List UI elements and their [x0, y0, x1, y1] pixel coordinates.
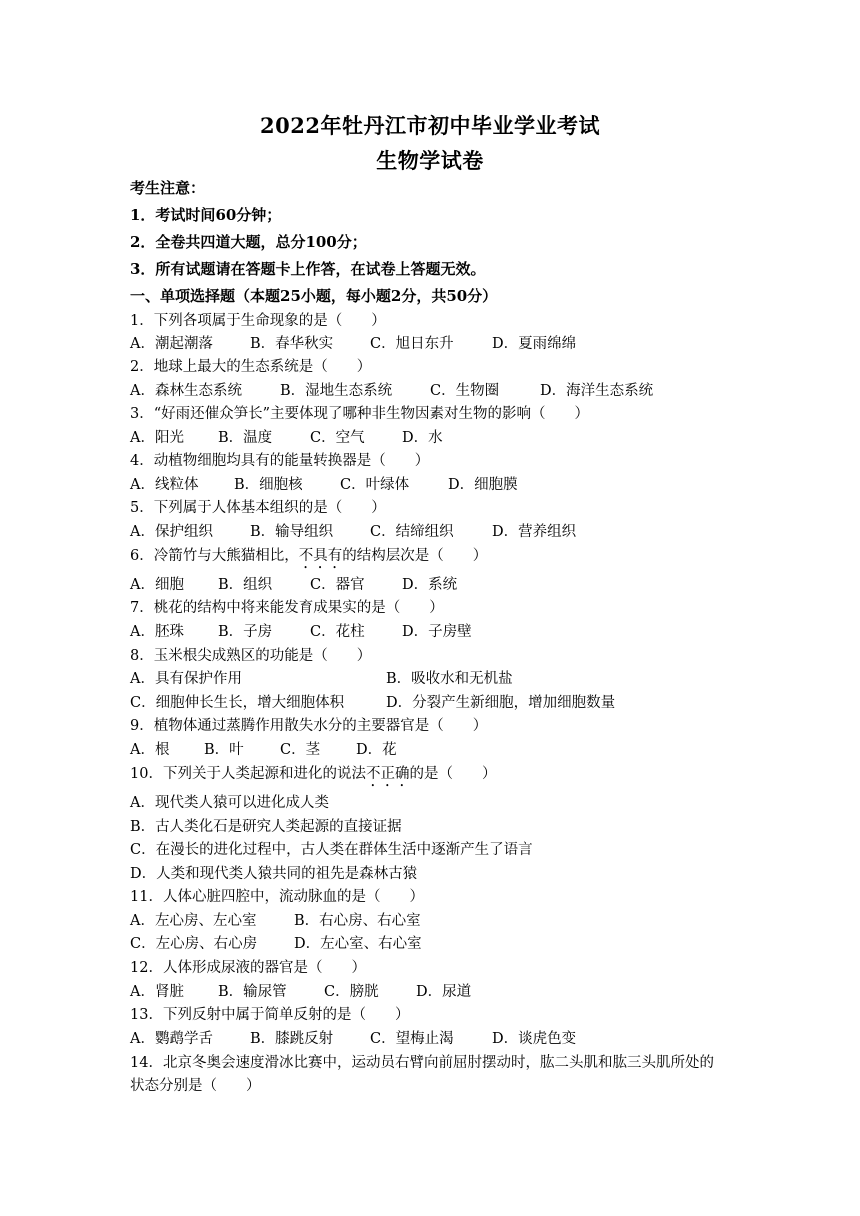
question-stem: 9．植物体通过蒸腾作用散失水分的主要器官是（ ） [130, 718, 488, 734]
option: D．尿道 [416, 984, 472, 1000]
emphasized-text: 不具有 [298, 548, 343, 564]
option: B．子房 [218, 624, 273, 640]
question-stem: 11．人体心脏四腔中，流动脉血的是（ ） [130, 889, 424, 905]
question-stem: 12．人体形成尿液的器官是（ ） [130, 960, 366, 976]
option: A．保护组织 [130, 524, 213, 540]
notice-item: 3．所有试题请在答题卡上作答，在试卷上答题无效。 [130, 260, 486, 278]
question-stem: 4．动植物细胞均具有的能量转换器是（ ） [130, 453, 430, 469]
option: C．空气 [310, 430, 365, 446]
question-stem: 14．北京冬奥会速度滑冰比赛中，运动员右臂向前屈肘摆动时，肱二头肌和肱三头肌所处的 [130, 1055, 714, 1071]
option: C．花柱 [310, 624, 365, 640]
option: A．线粒体 [130, 477, 199, 493]
option: A．胚珠 [130, 624, 184, 640]
section-heading: 一、单项选择题（本题25小题，每小题2分，共50分） [130, 287, 498, 305]
option: B．输导组织 [250, 524, 334, 540]
option: D．系统 [402, 577, 458, 593]
option: C．在漫长的进化过程中，古人类在群体生活中逐渐产生了语言 [130, 842, 533, 858]
question-stem: 2．地球上最大的生态系统是（ ） [130, 359, 372, 375]
option: C．旭日东升 [370, 336, 454, 352]
option: A．具有保护作用 [130, 671, 242, 687]
option: D．水 [402, 430, 443, 446]
question-stem: 13．下列反射中属于简单反射的是（ ） [130, 1007, 410, 1023]
option: A．肾脏 [130, 984, 184, 1000]
option: C．器官 [310, 577, 365, 593]
question-stem: 8．玉米根尖成熟区的功能是（ ） [130, 648, 372, 664]
option: C．叶绿体 [340, 477, 410, 493]
option: B．春华秋实 [250, 336, 334, 352]
option: C．望梅止渴 [370, 1031, 454, 1047]
stem-text: 6．冷箭竹与大熊猫相比， [130, 548, 299, 564]
option: D．谈虎色变 [492, 1031, 577, 1047]
option: A．细胞 [130, 577, 184, 593]
option: D．左心室、右心室 [294, 936, 422, 952]
question-stem-continued: 状态分别是（ ） [130, 1078, 261, 1094]
option: A．鹦鹉学舌 [130, 1031, 213, 1047]
question-stem [130, 764, 496, 790]
exam-subtitle: 生物学试卷 [376, 148, 484, 173]
notice-item: 1．考试时间60分钟； [130, 206, 282, 224]
option: A．根 [130, 742, 170, 758]
option: A．潮起潮落 [130, 336, 213, 352]
question-stem: 5．下列属于人体基本组织的是（ ） [130, 500, 386, 516]
option: C．左心房、右心房 [130, 936, 258, 952]
option: C．细胞伸长生长，增大细胞体积 [130, 695, 345, 711]
stem-text: 的是（ ） [409, 766, 497, 782]
option: B．吸收水和无机盐 [386, 671, 513, 687]
option: B．细胞核 [234, 477, 303, 493]
option: A．左心房、左心室 [130, 913, 257, 929]
option: B．温度 [218, 430, 273, 446]
question-stem: 3．“好雨还催众笋长”主要体现了哪种非生物因素对生物的影响（ ） [130, 406, 590, 422]
option: B．组织 [218, 577, 273, 593]
notice-heading: 考生注意： [130, 179, 206, 197]
option: A．现代类人猿可以进化成人类 [130, 795, 329, 811]
option: A．森林生态系统 [130, 383, 242, 399]
question-stem: 7．桃花的结构中将来能发育成果实的是（ ） [130, 600, 444, 616]
option: D．花 [356, 742, 397, 758]
option: B．叶 [204, 742, 244, 758]
option: A．阳光 [130, 430, 184, 446]
exam-title: 2022年牡丹江市初中毕业学业考试 [260, 113, 600, 138]
option: D．海洋生态系统 [540, 383, 654, 399]
question-stem: 1．下列各项属于生命现象的是（ ） [130, 313, 386, 329]
emphasized-text: 不正确 [365, 766, 410, 782]
option: B．膝跳反射 [250, 1031, 334, 1047]
stem-text: 10．下列关于人类起源和进化的说法 [130, 766, 366, 782]
option: B．古人类化石是研究人类起源的直接证据 [130, 819, 402, 835]
option: D．人类和现代类人猿共同的祖先是森林古猿 [130, 866, 418, 882]
option: B．湿地生态系统 [280, 383, 393, 399]
option: C．膀胱 [324, 984, 379, 1000]
option: D．夏雨绵绵 [492, 336, 577, 352]
option: D．营养组织 [492, 524, 577, 540]
option: C．生物圈 [430, 383, 500, 399]
option: D．分裂产生新细胞，增加细胞数量 [386, 695, 616, 711]
question-stem [130, 546, 487, 572]
option: C．结缔组织 [370, 524, 454, 540]
option: C．茎 [280, 742, 321, 758]
option: B．输尿管 [218, 984, 287, 1000]
option: D．细胞膜 [448, 477, 518, 493]
option: D．子房壁 [402, 624, 472, 640]
stem-text: 的结构层次是（ ） [342, 548, 488, 564]
notice-item: 2．全卷共四道大题，总分100分； [130, 233, 367, 251]
option: B．右心房、右心室 [294, 913, 421, 929]
